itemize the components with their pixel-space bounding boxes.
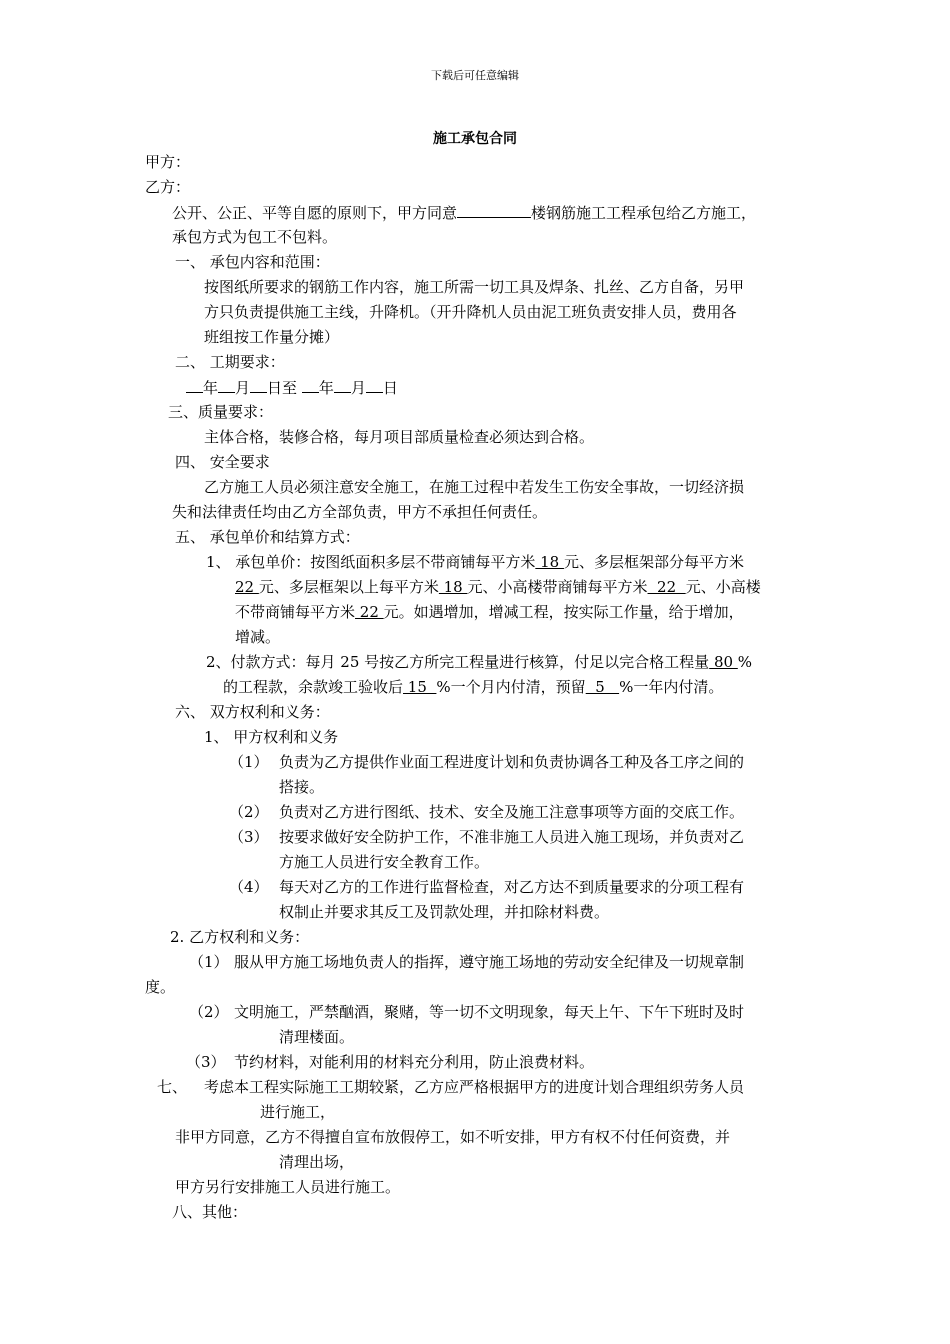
section-8-heading: 八、其他： xyxy=(172,1203,248,1221)
payment-percent: 80 xyxy=(709,653,738,671)
year-blank-2 xyxy=(302,377,319,393)
list-item-text: 搭接。 xyxy=(279,778,325,796)
section-2-heading: 二、 工期要求： xyxy=(175,353,285,371)
list-item-text: 每天对乙方的工作进行监督检查，对乙方达不到质量要求的分项工程有 xyxy=(279,878,745,896)
day-to-label: 日至 xyxy=(267,379,298,397)
unit-price-line-4: 增减。 xyxy=(235,628,281,646)
price-value: 18 xyxy=(535,553,564,571)
payment-text: 2、付款方式：每月 25 号按乙方所完工程量进行核算，付足以完合格工程量 xyxy=(206,653,710,671)
month-blank-1 xyxy=(218,377,235,393)
page-header: 下载后可任意编辑 xyxy=(431,69,519,82)
unit-price-line-1 xyxy=(206,552,744,572)
party-b-label: 乙方： xyxy=(145,178,191,196)
unit-price-text: 元、小高楼带商铺每平方米 xyxy=(467,578,648,596)
list-item-number: （1） xyxy=(229,753,269,771)
party-b-rights-heading: 2. 乙方权利和义务： xyxy=(170,928,310,946)
payment-text: %一年内付清。 xyxy=(619,678,724,696)
building-blank xyxy=(457,202,531,218)
section-4-line-2: 失和法律责任均由乙方全部负责，甲方不承担任何责任。 xyxy=(172,503,548,521)
section-5-heading: 五、 承包单价和结算方式： xyxy=(175,528,360,546)
year-label: 年 xyxy=(203,379,219,397)
payment-text: %一个月内付清，预留 xyxy=(436,678,586,696)
section-7-line-4: 清理出场， xyxy=(279,1153,355,1171)
list-item-text: 清理楼面。 xyxy=(279,1028,355,1046)
date-range-line xyxy=(186,377,398,398)
list-item-number: （3） xyxy=(186,1053,226,1071)
unit-price-text: 1、 承包单价：按图纸面积多层不带商铺每平方米 xyxy=(206,553,536,571)
intro-text-a: 公开、公正、平等自愿的原则下，甲方同意 xyxy=(172,204,458,222)
price-value: 22 xyxy=(235,578,259,596)
list-item-text: 方施工人员进行安全教育工作。 xyxy=(279,853,490,871)
payment-text: % xyxy=(737,653,753,671)
party-a-label: 甲方： xyxy=(145,153,191,171)
list-item-number: （3） xyxy=(229,828,269,846)
section-6-heading: 六、 双方权利和义务： xyxy=(175,703,330,721)
payment-line-2 xyxy=(223,677,723,697)
section-7-line-5: 甲方另行安排施工人员进行施工。 xyxy=(175,1178,401,1196)
section-1-line-2: 方只负责提供施工主线，升降机。（开升降机人员由泥工班负责安排人员，费用各 xyxy=(204,303,737,321)
section-4-heading: 四、 安全要求 xyxy=(175,453,270,471)
intro-line-1 xyxy=(172,202,756,223)
section-1-heading: 一、 承包内容和范围： xyxy=(175,253,330,271)
price-value: 22 xyxy=(355,603,384,621)
unit-price-line-2 xyxy=(235,577,761,597)
section-1-line-1: 按图纸所要求的钢筋工作内容，施工所需一切工具及焊条、扎丝、乙方自备，另甲 xyxy=(204,278,745,296)
section-7-line-1: 考虑本工程实际施工工期较紧，乙方应严格根据甲方的进度计划合理组织劳务人员 xyxy=(204,1078,745,1096)
intro-text-b: 楼钢筋施工工程承包给乙方施工， xyxy=(531,204,757,222)
price-value: 18 xyxy=(438,578,468,596)
year-label: 年 xyxy=(318,379,334,397)
section-7-line-3: 非甲方同意，乙方不得擅自宣布放假停工，如不听安排，甲方有权不付任何资费，并 xyxy=(175,1128,731,1146)
year-blank-1 xyxy=(186,377,203,393)
day-blank-1 xyxy=(250,377,267,393)
list-item-text: 文明施工，严禁酗酒，聚赌，等一切不文明现象，每天上午、下午下班时及时 xyxy=(234,1003,745,1021)
unit-price-text: 不带商铺每平方米 xyxy=(235,603,356,621)
payment-percent: 5 xyxy=(585,678,620,696)
section-7-heading: 七、 xyxy=(157,1078,188,1096)
day-label: 日 xyxy=(382,379,398,397)
unit-price-text: 元。如遇增加，增减工程，按实际工作量，给于增加， xyxy=(383,603,744,621)
unit-price-text: 元、多层框架以上每平方米 xyxy=(258,578,439,596)
intro-line-2: 承包方式为包工不包料。 xyxy=(172,228,338,246)
list-item-number: （2） xyxy=(229,803,269,821)
list-item-text: 按要求做好安全防护工作，不准非施工人员进入施工现场，并负责对乙 xyxy=(279,828,745,846)
section-3-heading: 三、质量要求： xyxy=(168,403,274,421)
list-item-text: 服从甲方施工场地负责人的指挥，遵守施工场地的劳动安全纪律及一切规章制 xyxy=(234,953,745,971)
list-item-number: （4） xyxy=(229,878,269,896)
list-item-number: （2） xyxy=(189,1003,229,1021)
list-item-number: （1） xyxy=(189,953,229,971)
unit-price-text: 元、小高楼 xyxy=(685,578,761,596)
list-item-text: 权制止并要求其反工及罚款处理，并扣除材料费。 xyxy=(279,903,610,921)
list-item-text: 节约材料，对能利用的材料充分利用，防止浪费材料。 xyxy=(234,1053,595,1071)
payment-text: 的工程款，余款竣工验收后 xyxy=(223,678,404,696)
section-3-line-1: 主体合格，装修合格，每月项目部质量检查必须达到合格。 xyxy=(204,428,595,446)
month-blank-2 xyxy=(334,377,351,393)
payment-percent: 15 xyxy=(403,678,437,696)
list-item-text: 度。 xyxy=(145,978,176,996)
list-item-text: 负责为乙方提供作业面工程进度计划和负责协调各工种及各工序之间的 xyxy=(279,753,745,771)
month-label: 月 xyxy=(235,379,251,397)
month-label: 月 xyxy=(350,379,366,397)
list-item-text: 负责对乙方进行图纸、技术、安全及施工注意事项等方面的交底工作。 xyxy=(279,803,745,821)
party-a-rights-heading: 1、 甲方权利和义务 xyxy=(204,728,339,746)
section-7-line-2: 进行施工， xyxy=(260,1103,336,1121)
price-value: 22 xyxy=(647,578,686,596)
document-title: 施工承包合同 xyxy=(433,131,517,147)
unit-price-line-3 xyxy=(235,602,744,622)
section-4-line-1: 乙方施工人员必须注意安全施工，在施工过程中若发生工伤安全事故，一切经济损 xyxy=(204,478,745,496)
day-blank-2 xyxy=(366,377,383,393)
unit-price-text: 元、多层框架部分每平方米 xyxy=(563,553,744,571)
payment-line-1 xyxy=(206,652,752,672)
section-1-line-3: 班组按工作量分摊） xyxy=(204,328,340,346)
